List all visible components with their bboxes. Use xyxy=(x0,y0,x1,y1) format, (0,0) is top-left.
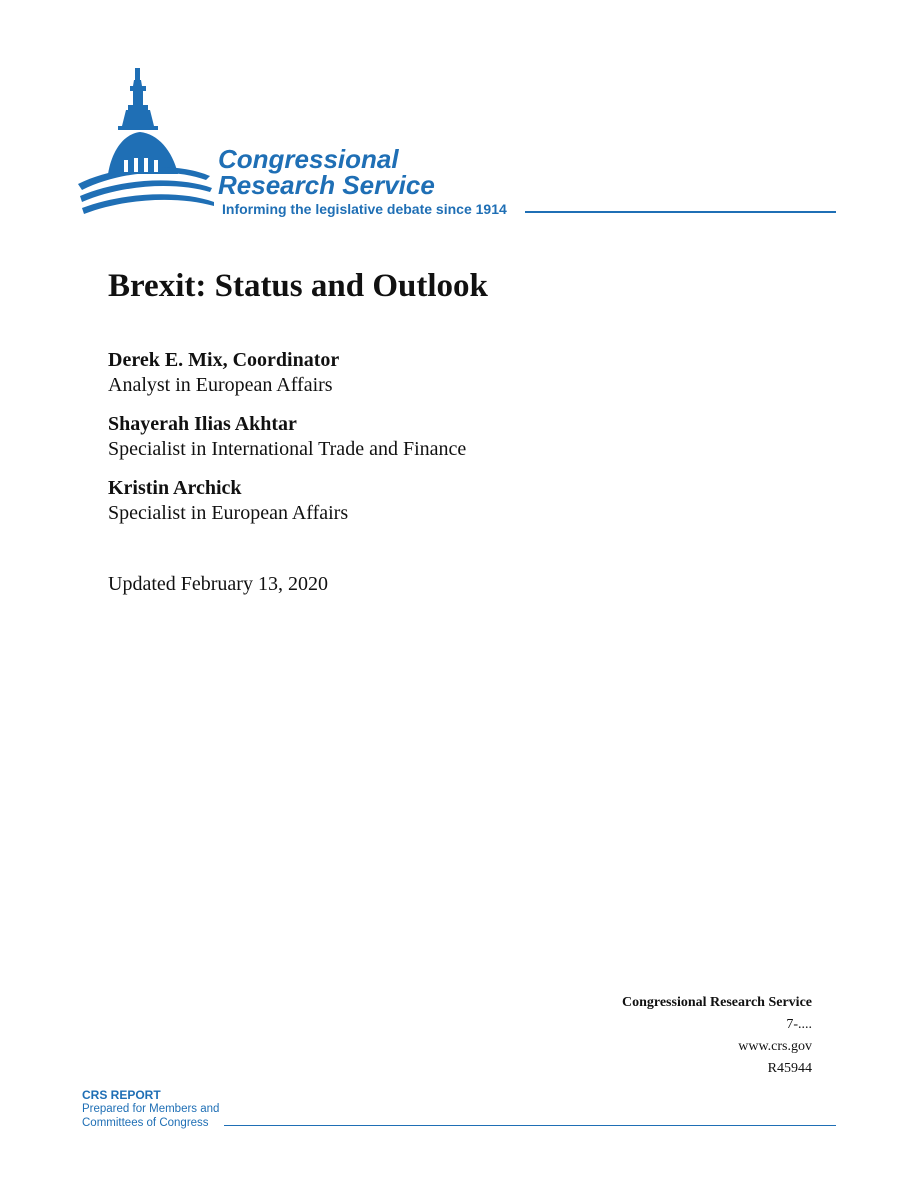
author-block xyxy=(108,476,828,526)
contact-organization: Congressional Research Service xyxy=(621,995,812,1010)
updated-date: Updated February 13, 2020 xyxy=(108,573,328,595)
contact-phone: 7-.... xyxy=(786,1017,812,1032)
author-role: Specialist in International Trade and Finance xyxy=(108,438,467,460)
author-role: Specialist in European Affairs xyxy=(108,502,349,524)
author-role: Analyst in European Affairs xyxy=(108,374,333,396)
author-block xyxy=(108,412,828,462)
author-name: Kristin Archick xyxy=(108,477,242,499)
footer-divider xyxy=(224,1125,836,1126)
author-name: Shayerah Ilias Akhtar xyxy=(108,413,297,435)
contact-website-link[interactable]: www.crs.gov xyxy=(738,1039,812,1054)
logo-divider xyxy=(525,211,836,213)
contact-block xyxy=(622,992,812,1080)
logo-wordmark-line2: Research Service xyxy=(218,170,435,200)
author-block xyxy=(108,348,828,398)
footer-line1: Prepared for Members and xyxy=(82,1103,220,1115)
footer-report-label: CRS REPORT xyxy=(82,1088,161,1102)
logo-wordmark-line1: Congressional xyxy=(218,144,399,174)
crs-logo xyxy=(78,64,838,224)
report-title: Brexit: Status and Outlook xyxy=(108,268,488,304)
author-list xyxy=(108,348,828,540)
logo-tagline: Informing the legislative debate since 1914 xyxy=(222,201,507,217)
capitol-dome-icon xyxy=(78,64,218,219)
footer xyxy=(82,1088,838,1132)
footer-line2: Committees of Congress xyxy=(82,1117,209,1129)
report-number: R45944 xyxy=(767,1061,812,1076)
author-name: Derek E. Mix, Coordinator xyxy=(108,349,340,371)
